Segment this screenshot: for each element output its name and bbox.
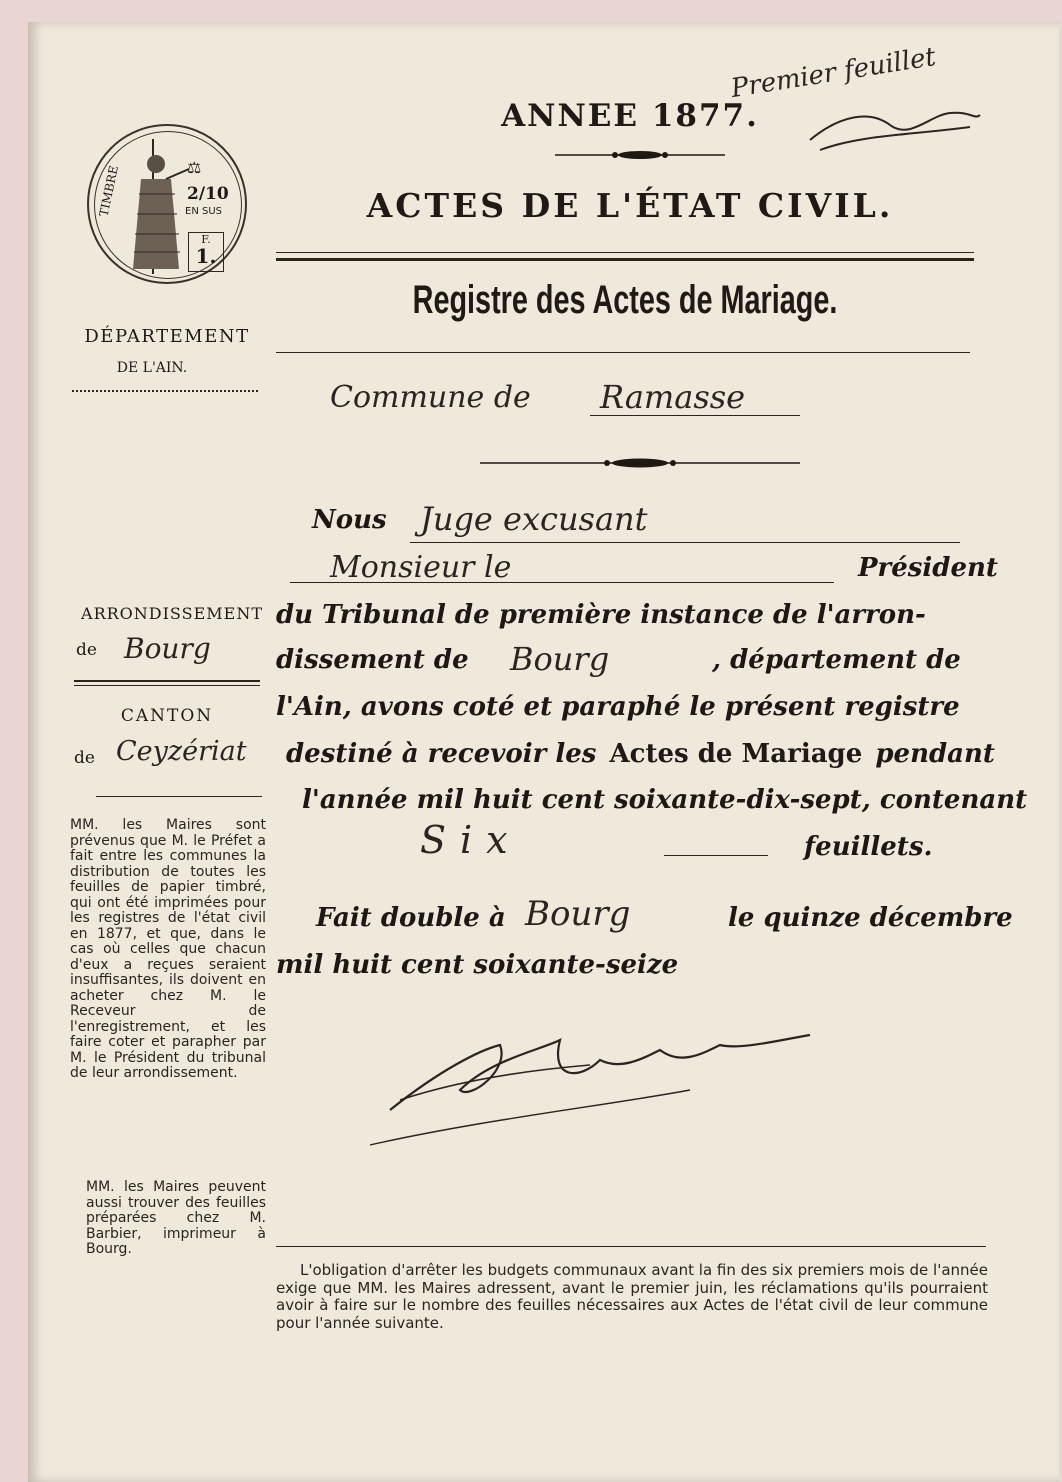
canton-label: CANTON xyxy=(120,706,214,726)
arrondissement-label: ARRONDISSEMENT xyxy=(81,604,263,623)
commune-label: Commune de xyxy=(330,380,531,415)
nous-word: Nous xyxy=(312,505,387,535)
body-line-6c: pendant xyxy=(875,739,995,769)
judge-signature xyxy=(360,1010,830,1160)
body-line-4b: , département de xyxy=(712,645,961,675)
sidebar-note-1: MM. les Maires sont prévenus que M. le Préfet a fait entre les communes la distribution de toutes les feuilles de papier timbré, qui ont été imprimées pour les registres de l'état civil en 1877, et que, dans le cas où celles que chacun d'eux a reçues seraient insuffisantes, ils doivent en acheter chez M. le Receveur de l'enregistrement, et les faire coter et parapher par M. le Président du tribunal de leur arrondissement. xyxy=(70,817,266,1081)
arrondissement-value: Bourg xyxy=(124,632,211,665)
sidebar-note-2: MM. les Maires peuvent aussi trouver des feuilles préparées chez M. Barbier, imprimeur à Bourg. xyxy=(86,1179,266,1257)
blank-line-2 xyxy=(290,582,834,583)
arrondissement-prefix: de xyxy=(76,640,97,660)
fait-double: Fait double à xyxy=(316,903,506,933)
title-rule xyxy=(276,352,970,353)
year-line: mil huit cent soixante-seize xyxy=(276,950,679,980)
arrondissement-rule xyxy=(74,680,260,682)
year-title: ANNEE 1877. xyxy=(501,98,759,134)
date-part: le quinze décembre xyxy=(728,903,1013,933)
hand-monsieur: Monsieur le xyxy=(330,550,512,585)
double-rule-top xyxy=(276,252,974,253)
wavy-divider xyxy=(72,390,258,396)
body-line-6b: Actes de Mariage xyxy=(609,739,863,769)
stamp-en-sus: EN SUS xyxy=(185,206,222,217)
justice-figure-icon xyxy=(111,134,191,279)
tax-stamp xyxy=(87,124,247,284)
hand-six: Six xyxy=(420,818,522,862)
ornament-divider xyxy=(555,148,725,162)
president-word: Président xyxy=(858,553,998,583)
hand-juge: Juge excusant xyxy=(420,500,648,538)
arrondissement-rule-2 xyxy=(74,685,260,686)
departement-label: DÉPARTEMENT xyxy=(84,326,250,347)
body-line-5: l'Ain, avons coté et paraphé le présent registre xyxy=(276,692,960,722)
body-line-3: du Tribunal de première instance de l'arron- xyxy=(276,600,926,630)
section-title: ACTES DE L'ÉTAT CIVIL. xyxy=(366,186,894,225)
stamp-scales-icon: ⚖ xyxy=(187,158,202,177)
canton-prefix: de xyxy=(74,748,95,768)
blank-line-1 xyxy=(410,542,960,543)
hand-bourg-2: Bourg xyxy=(525,894,631,934)
departement-value: DE L'AIN. xyxy=(116,360,188,376)
feuillets-word: feuillets. xyxy=(804,832,933,862)
ornament-divider-2 xyxy=(480,456,800,470)
canton-value: Ceyzériat xyxy=(116,736,247,767)
handwritten-annotation: Premier feuillet xyxy=(728,42,938,104)
footer-rule xyxy=(276,1246,986,1247)
body-line-6 xyxy=(286,739,995,769)
commune-value: Ramasse xyxy=(600,378,746,416)
stamp-price: 2/10 xyxy=(187,184,229,204)
blank-line-six xyxy=(664,855,768,856)
double-rule-bottom xyxy=(276,258,974,261)
body-line-6a: destiné à recevoir les xyxy=(286,739,597,769)
register-title: Registre des Actes de Mariage. xyxy=(412,278,838,322)
body-line-7: l'année mil huit cent soixante-dix-sept, contenant xyxy=(302,785,1028,815)
commune-underline xyxy=(590,415,800,416)
stamp-franc-box: F. 1. xyxy=(188,232,224,272)
stamp-word: TIMBRE xyxy=(96,164,122,218)
body-line-4a: dissement de xyxy=(276,645,469,675)
canton-rule xyxy=(96,796,262,797)
footer-note: L'obligation d'arrêter les budgets communaux avant la fin des six premiers mois de l'année exige que MM. les Maires adressent, avant le premier juin, les réclamations qu'ils pourraient avoir à faire sur le nombre des feuilles nécessaires aux Actes de l'état civil de leur commune pour l'année suivante. xyxy=(276,1261,988,1332)
hand-bourg-1: Bourg xyxy=(510,640,610,678)
